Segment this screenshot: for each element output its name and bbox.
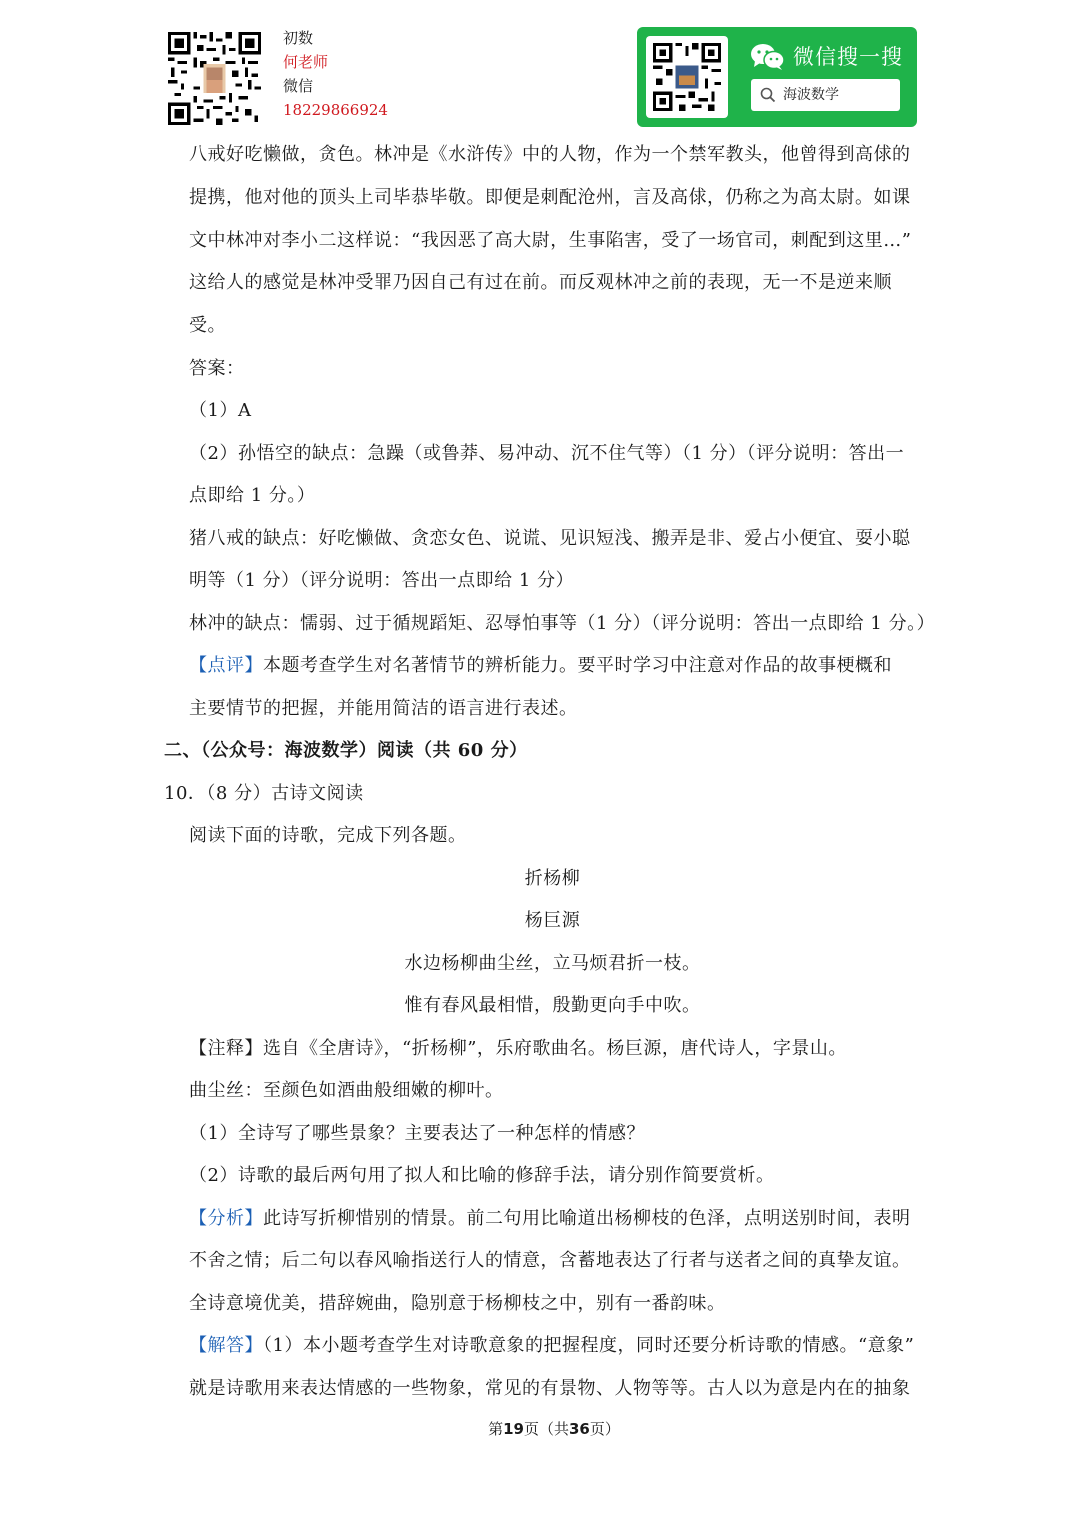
footer-mid: 页（共 bbox=[523, 1420, 569, 1438]
answer-1: （1）A bbox=[189, 400, 252, 421]
wechat-search-title: 微信搜一搜 bbox=[793, 45, 903, 69]
body-line: 文中林冲对李小二这样说：“我因恶了高大尉，生事陷害，受了一场官司，刺配到这里…” bbox=[189, 230, 912, 251]
question-intro: 阅读下面的诗歌，完成下列各题。 bbox=[189, 825, 467, 846]
solution-text: （1）本小题考查学生对诗歌意象的把握程度，同时还要分析诗歌的情感。“意象” bbox=[263, 1335, 915, 1356]
answer-3: 猪八戒的缺点：好吃懒做、贪恋女色、说谎、见识短浅、搬弄是非、爱占小便宜、耍小聪 bbox=[189, 528, 911, 549]
answer-2: （2）孙悟空的缺点：急躁（或鲁莽、易冲动、沉不住气等）（1 分）（评分说明：答出一 bbox=[189, 443, 905, 464]
question-10: 10．（8 分）古诗文阅读 bbox=[164, 783, 364, 804]
poem-title: 折杨柳 bbox=[524, 868, 581, 889]
analysis-tag: 【分析】 bbox=[189, 1208, 263, 1229]
section-heading: 二、（公众号：海波数学）阅读（共 60 分） bbox=[164, 740, 528, 761]
solution-tag: 【解答】 bbox=[189, 1335, 263, 1356]
solution-line bbox=[189, 1331, 914, 1357]
comment-line-cont: 主要情节的把握，并能用简洁的语言进行表述。 bbox=[189, 698, 578, 719]
contact-subject: 初数 bbox=[283, 29, 314, 47]
total-pages: 36 bbox=[569, 1420, 590, 1438]
comment-tag: 【点评】 bbox=[189, 655, 263, 676]
footer-post: 页） bbox=[589, 1420, 620, 1438]
contact-teacher-name: 何老师 bbox=[283, 53, 329, 71]
contact-phone: 18229866924 bbox=[283, 101, 388, 119]
poem-line-2: 惟有春风最相惜，殷勤更向手中吹。 bbox=[404, 995, 701, 1016]
answer-2-cont: 点即给 1 分。） bbox=[189, 485, 316, 506]
analysis-line-cont: 全诗意境优美，措辞婉曲，隐别意于杨柳枝之中，别有一番韵味。 bbox=[189, 1293, 726, 1314]
wechat-search-text: 海波数学 bbox=[783, 87, 839, 103]
wechat-qr-code bbox=[646, 36, 728, 118]
poem-author: 杨巨源 bbox=[524, 910, 581, 931]
solution-line-cont: 就是诗歌用来表达情感的一些物象，常见的有景物、人物等等。古人以为意是内在的抽象 bbox=[189, 1378, 911, 1399]
page-number: 19 bbox=[503, 1420, 524, 1438]
wechat-search-box[interactable] bbox=[751, 79, 900, 111]
body-line: 八戒好吃懒做，贪色。林冲是《水浒传》中的人物，作为一个禁军教头，他曾得到高俅的 bbox=[189, 144, 911, 165]
body-line: 这给人的感觉是林冲受罪乃因自己有过在前。而反观林冲之前的表现，无一不是逆来顺 bbox=[189, 272, 892, 293]
comment-line bbox=[189, 651, 892, 677]
note-line-2: 曲尘丝：至颜色如酒曲般细嫩的柳叶。 bbox=[189, 1080, 504, 1101]
analysis-line bbox=[189, 1204, 911, 1230]
sub-question-1: （1）全诗写了哪些景象？主要表达了一种怎样的情感？ bbox=[189, 1123, 645, 1144]
analysis-text: 此诗写折柳惜别的情景。前二句用比喻道出杨柳枝的色泽，点明送别时间，表明 bbox=[263, 1208, 911, 1229]
page-footer bbox=[0, 1418, 1080, 1439]
teacher-contact bbox=[283, 26, 388, 122]
answer-label: 答案： bbox=[189, 358, 245, 379]
comment-text: 本题考查学生对名著情节的辨析能力。要平时学习中注意对作品的故事梗概和 bbox=[263, 655, 892, 676]
footer-pre: 第 bbox=[488, 1420, 504, 1438]
sub-question-2: （2）诗歌的最后两句用了拟人和比喻的修辞手法，请分别作简要赏析。 bbox=[189, 1165, 775, 1186]
wechat-search-banner bbox=[637, 27, 917, 127]
poem-line-1: 水边杨柳曲尘丝，立马烦君折一枝。 bbox=[404, 953, 701, 974]
body-line: 受。 bbox=[189, 315, 226, 336]
analysis-line-cont: 不舍之情；后二句以春风喻指送行人的情意，含蓄地表达了行者与送者之间的真挚友谊。 bbox=[189, 1250, 911, 1271]
contact-wechat-label: 微信 bbox=[283, 77, 314, 95]
answer-3-cont: 明等（1 分）（评分说明：答出一点即给 1 分） bbox=[189, 570, 575, 591]
contact-qr-code bbox=[168, 32, 261, 125]
note-line: 【注释】选自《全唐诗》，“折杨柳”，乐府歌曲名。杨巨源，唐代诗人，字景山。 bbox=[189, 1038, 847, 1059]
body-line: 提携，他对他的顶头上司毕恭毕敬。即便是刺配沧州，言及高俅，仍称之为高太尉。如课 bbox=[189, 187, 911, 208]
search-icon bbox=[760, 87, 776, 103]
answer-4: 林冲的缺点：懦弱、过于循规蹈矩、忍辱怕事等（1 分）（评分说明：答出一点即给 1 分。） bbox=[189, 613, 936, 634]
